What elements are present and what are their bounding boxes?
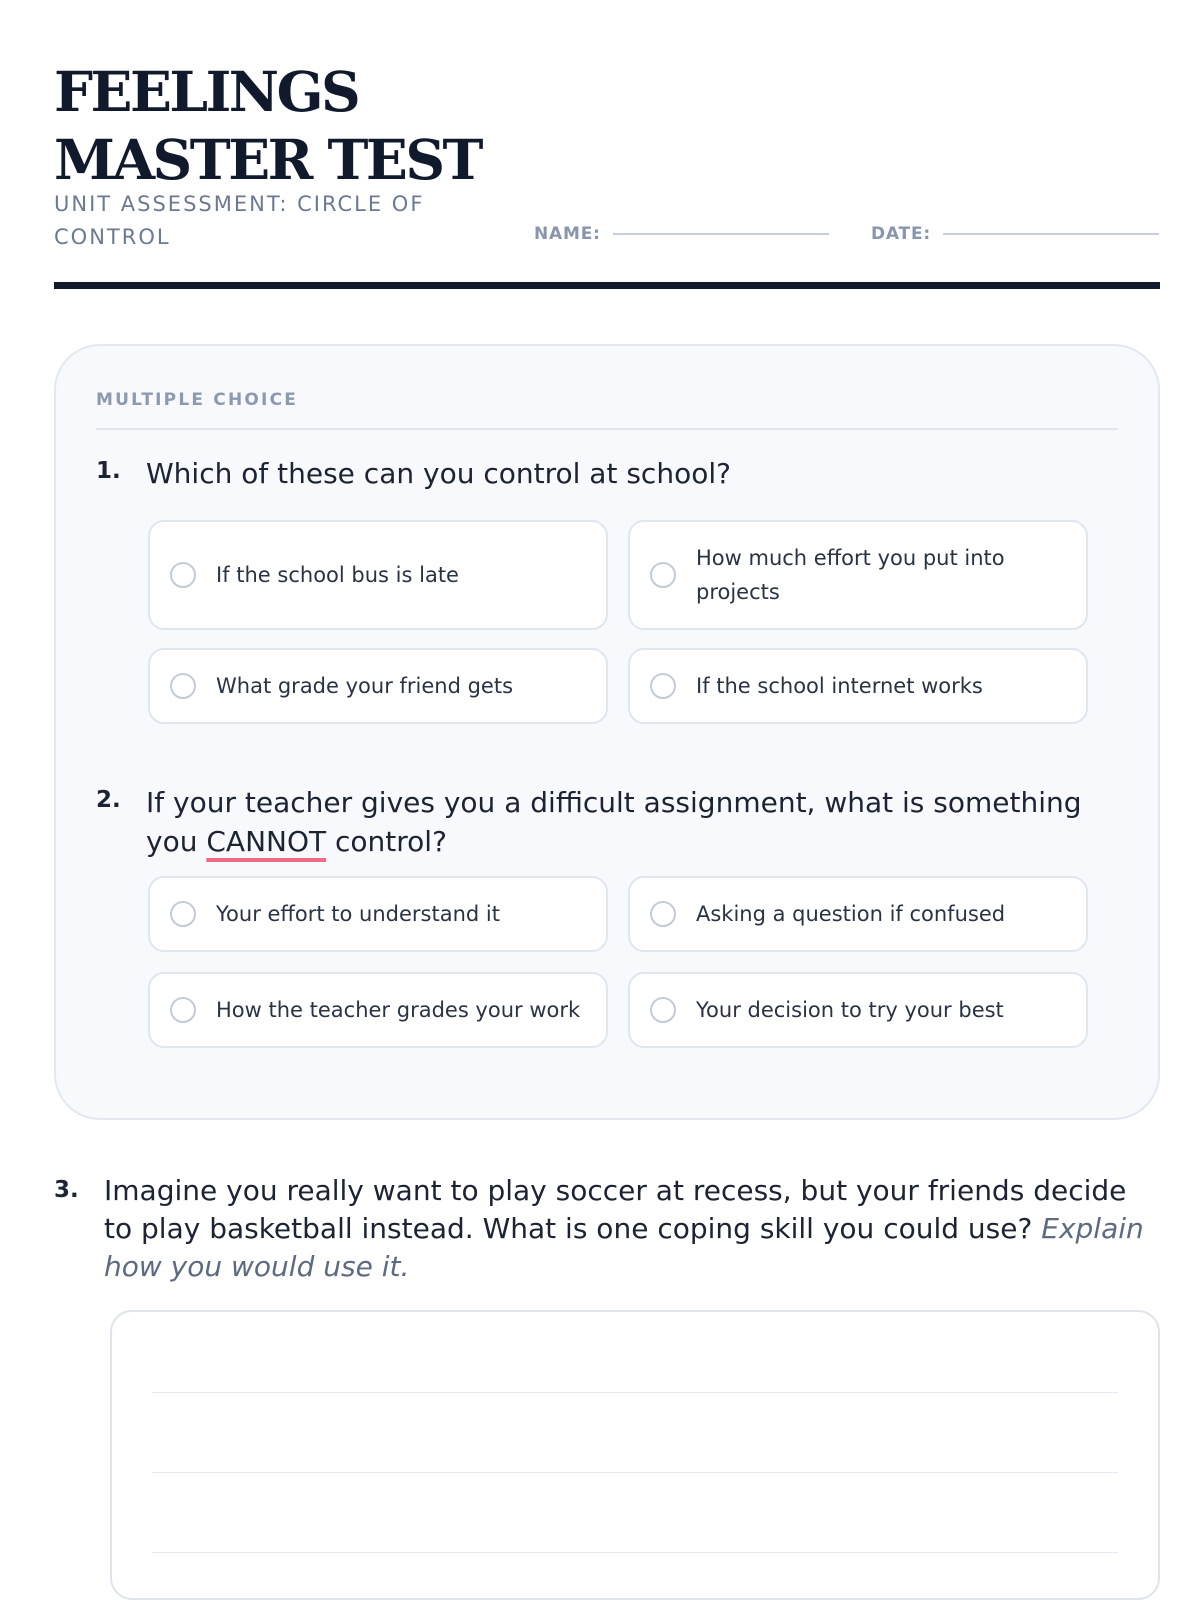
- section-label: MULTIPLE CHOICE: [96, 390, 299, 410]
- option-label: Your effort to understand it: [216, 902, 500, 926]
- question-number: 2.: [96, 787, 121, 813]
- q1-option-c[interactable]: [148, 648, 608, 724]
- radio-button[interactable]: [170, 997, 196, 1023]
- question-prompt: Imagine you really want to play soccer at recess, but your friends decide to play basketball instead. What is one coping skill you could use?: [104, 1174, 1127, 1245]
- option-label: If the school bus is late: [216, 563, 459, 587]
- option-label: Asking a question if confused: [696, 902, 1006, 926]
- question-2: [96, 783, 1106, 861]
- radio-button[interactable]: [650, 562, 676, 588]
- title-line-1: FEELINGS: [54, 59, 359, 124]
- name-field[interactable]: [534, 224, 829, 244]
- question-text: [146, 783, 1106, 861]
- answer-line: [152, 1392, 1118, 1393]
- page-title: [54, 58, 481, 194]
- name-label: NAME:: [534, 224, 601, 244]
- question-text-start: If your teacher gives you a difficult assignment, what is something you: [146, 786, 1082, 858]
- q2-option-c[interactable]: [148, 972, 608, 1048]
- radio-button[interactable]: [650, 673, 676, 699]
- question-text-end: control?: [326, 825, 447, 858]
- question-3: [54, 1172, 1160, 1286]
- worksheet-header: [54, 0, 1160, 292]
- header-divider: [54, 282, 1160, 289]
- option-label: How the teacher grades your work: [216, 998, 581, 1022]
- q1-option-d[interactable]: [628, 648, 1088, 724]
- radio-button[interactable]: [170, 562, 196, 588]
- page-subtitle: UNIT ASSESSMENT: CIRCLE OF CONTROL: [54, 192, 425, 249]
- title-line-2: MASTER TEST: [54, 127, 481, 192]
- option-label: How much effort you put into projects: [696, 546, 1005, 604]
- date-line[interactable]: [943, 233, 1159, 235]
- q2-option-d[interactable]: [628, 972, 1088, 1048]
- date-label: DATE:: [871, 224, 931, 244]
- option-label: If the school internet works: [696, 674, 983, 698]
- q1-option-a[interactable]: [148, 520, 608, 630]
- radio-button[interactable]: [650, 997, 676, 1023]
- radio-button[interactable]: [650, 901, 676, 927]
- multiple-choice-section: [54, 344, 1160, 1120]
- worksheet-page: [54, 0, 1160, 1283]
- answer-line: [152, 1552, 1118, 1553]
- option-label: What grade your friend gets: [216, 674, 514, 698]
- q2-option-b[interactable]: [628, 876, 1088, 952]
- radio-button[interactable]: [170, 901, 196, 927]
- question-number: 1.: [96, 458, 121, 484]
- answer-line: [152, 1472, 1118, 1473]
- section-divider: [96, 428, 1118, 430]
- name-line[interactable]: [613, 233, 829, 235]
- question-number: 3.: [54, 1177, 79, 1203]
- q1-option-b[interactable]: [628, 520, 1088, 630]
- q2-option-a[interactable]: [148, 876, 608, 952]
- question-text: Which of these can you control at school?: [146, 457, 731, 490]
- question-hint: Explain how you would use it.: [104, 1212, 1144, 1283]
- option-label: Your decision to try your best: [696, 998, 1004, 1022]
- date-field[interactable]: [871, 224, 1159, 244]
- radio-button[interactable]: [170, 673, 196, 699]
- emphasis-word: CANNOT: [206, 825, 327, 858]
- question-1: [96, 454, 1096, 493]
- question-text: [104, 1172, 1160, 1286]
- answer-textarea[interactable]: [110, 1310, 1160, 1600]
